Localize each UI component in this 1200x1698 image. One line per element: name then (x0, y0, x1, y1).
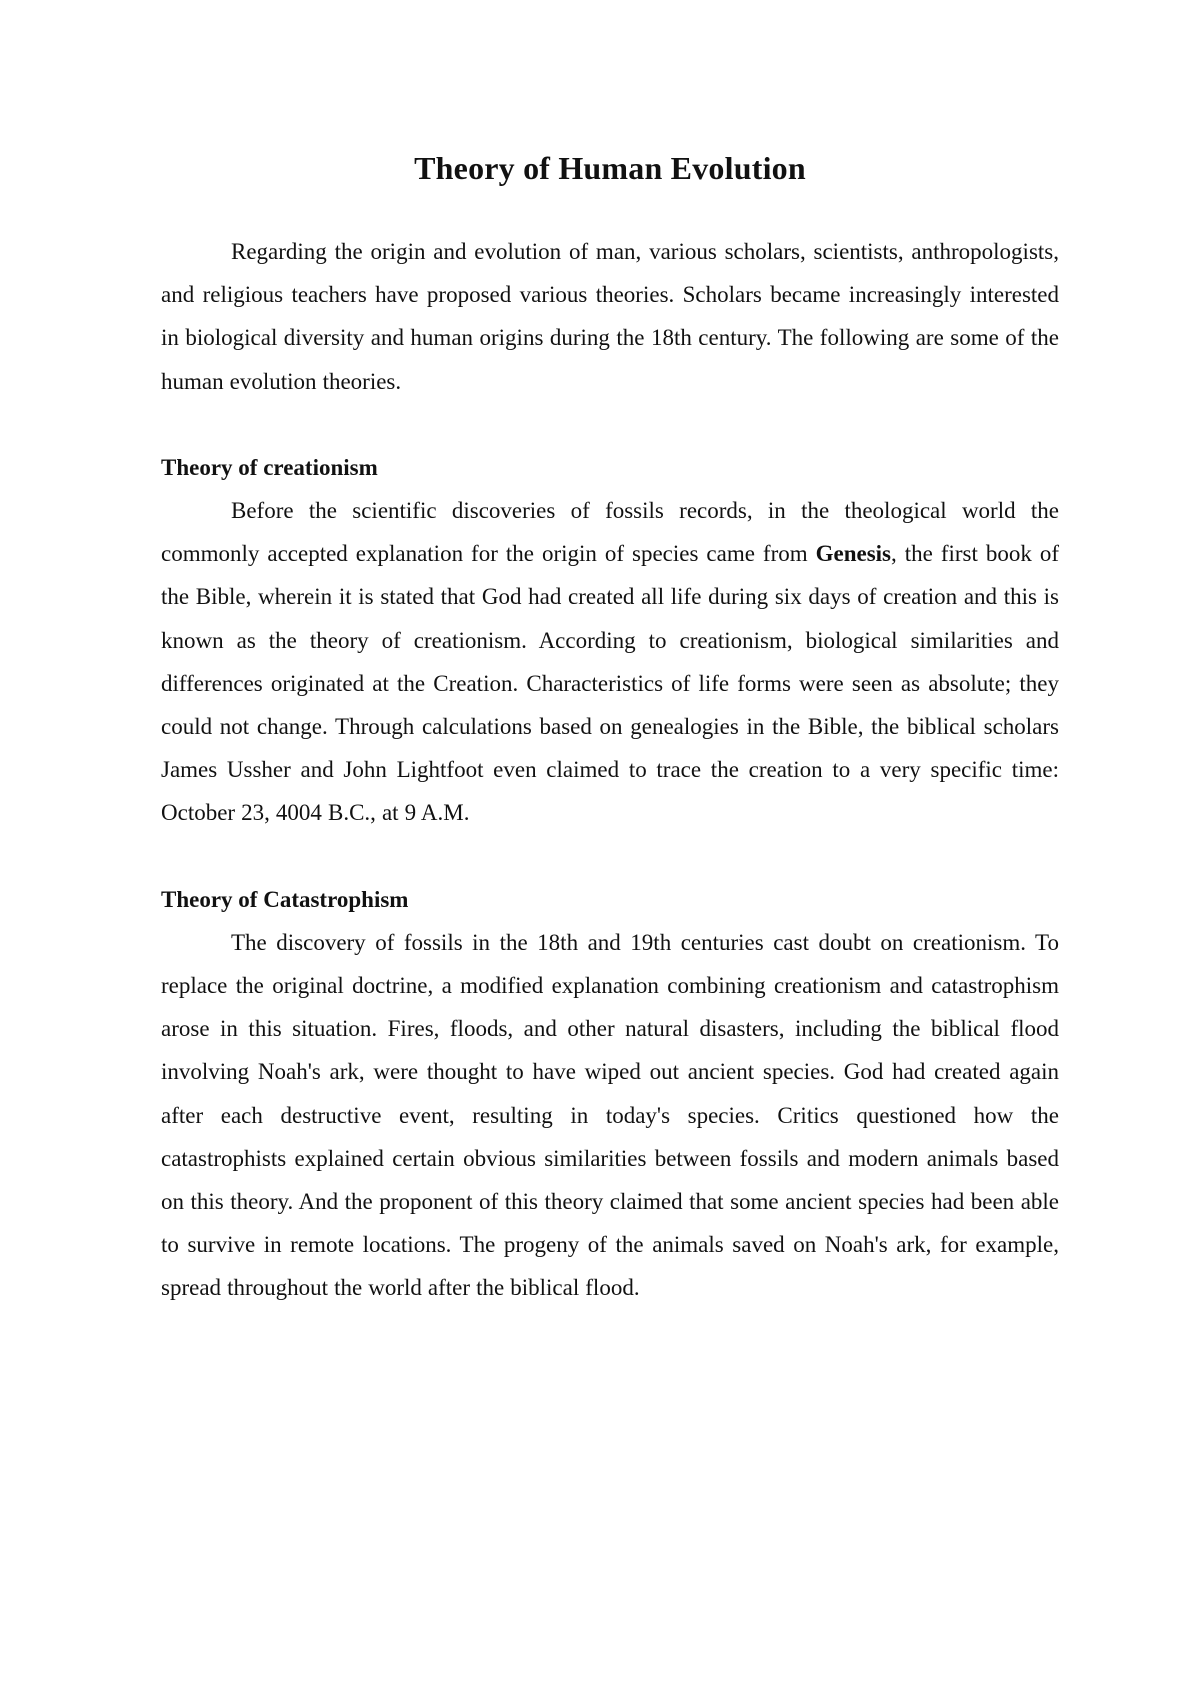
title-spacing (161, 196, 1059, 230)
section-paragraph-catastrophism: The discovery of fossils in the 18th and 19th centuries cast doubt on creationism. To replace the original doctrine, a modified explanation combining creationism and catastrophism arose in this situation. Fires, floods, and other natural disasters, including the biblical flood involving Noah's ark, were thought to have wiped out ancient species. God had created again after each destructive event, resulting in today's species. Critics questioned how the catastrophists explained certain obvious similarities between fossils and modern animals based on this theory. And the proponent of this theory claimed that some ancient species had been able to survive in remote locations. The progeny of the animals saved on Noah's ark, for example, spread throughout the world after the biblical flood. (161, 929, 1059, 1301)
intro-paragraph: Regarding the origin and evolution of man, various scholars, scientists, anthropologists, and religious teachers have proposed various theories. Scholars became increasingly interested in biological diversity and human origins during the 18th century. The following are some of the human evolution theories. (161, 239, 1059, 394)
section-paragraph-creationism (161, 489, 1059, 835)
section-heading-creationism: Theory of creationism (161, 454, 378, 480)
document-title: Theory of Human Evolution (414, 150, 806, 186)
section-catastrophism (161, 878, 1059, 1310)
section-gap (161, 835, 1059, 878)
section-heading-catastrophism: Theory of Catastrophism (161, 886, 409, 912)
section-creationism (161, 446, 1059, 835)
creationism-text-part1: Before the scientific discoveries of fossils records, in the theological world the commonly accepted explanation for the origin of species came from (161, 498, 1059, 567)
creationism-text-part2: , the first book of the Bible, wherein it is stated that God had created all life during six days of creation and this is known as the theory of creationism. According to creationism, biological similarities and differences originated at the Creation. Characteristics of life forms were seen as absolute; they could not change. Through calculations based on genealogies in the Bible, the biblical scholars James Ussher and John Lightfoot even claimed to trace the creation to a very specific time: October 23, 4004 B.C., at 9 A.M. (161, 541, 1059, 826)
genesis-bold-term: Genesis (815, 541, 891, 567)
section-gap (161, 403, 1059, 446)
document-body (161, 140, 1059, 1310)
